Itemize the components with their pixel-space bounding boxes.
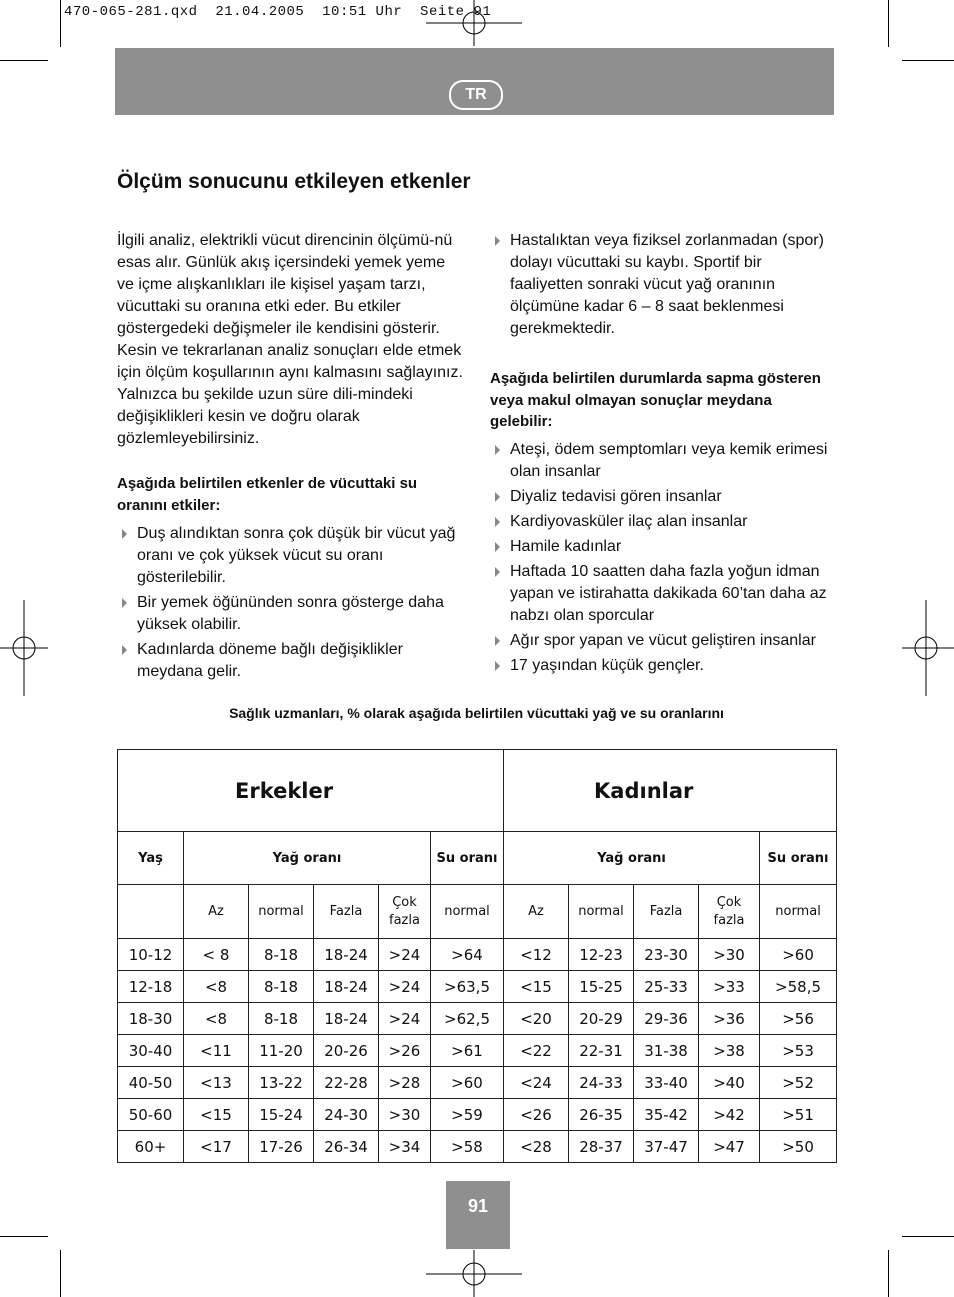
value-cell: < 8	[184, 939, 249, 971]
list-item: Kardiyovasküler ilaç alan insanlar	[490, 511, 836, 533]
subheader-cell: Fazla	[314, 885, 379, 939]
value-cell: <28	[504, 1131, 569, 1163]
value-cell: 26-35	[569, 1099, 634, 1131]
value-cell: >51	[760, 1099, 837, 1131]
list-item: Hastalıktan veya fiziksel zorlanmadan (spor) dolayı vücuttaki su kaybı. Sportif bir faaliyetten sonraki vücut yağ oranının ölçümüne kadar 6 – 8 saat beklenmesi gerekmektedir.	[490, 230, 836, 340]
value-cell: >33	[699, 971, 760, 1003]
men-water-header: Su oranı	[431, 832, 504, 885]
value-cell: >59	[431, 1099, 504, 1131]
right-subheading: Aşağıda belirtilen durumlarda sapma gösteren veya makul olmayan sonuçlar meydana gelebilir:	[490, 370, 821, 430]
right-bullet-list	[490, 439, 836, 677]
table-caption: Sağlık uzmanları, % olarak aşağıda belirtilen vücuttaki yağ ve su oranlarını	[229, 705, 724, 721]
subheader-cell: Az	[504, 885, 569, 939]
value-cell: 20-29	[569, 1003, 634, 1035]
value-cell: <24	[504, 1067, 569, 1099]
value-cell: <15	[184, 1099, 249, 1131]
women-fat-header: Yağ oranı	[504, 832, 760, 885]
value-cell: >47	[699, 1131, 760, 1163]
value-cell: >60	[760, 939, 837, 971]
value-cell: >28	[379, 1067, 431, 1099]
men-header: Erkekler	[118, 750, 504, 832]
value-cell: >30	[379, 1099, 431, 1131]
subheader-cell: Çok fazla	[379, 885, 431, 939]
value-cell: 15-24	[249, 1099, 314, 1131]
value-cell: 24-33	[569, 1067, 634, 1099]
table-row	[118, 939, 837, 971]
value-cell: <8	[184, 1003, 249, 1035]
subheader-cell: normal	[431, 885, 504, 939]
table-row	[118, 1131, 837, 1163]
value-cell: 17-26	[249, 1131, 314, 1163]
value-cell: 29-36	[634, 1003, 699, 1035]
age-cell: 18-30	[118, 1003, 184, 1035]
value-cell: 15-25	[569, 971, 634, 1003]
value-cell: <26	[504, 1099, 569, 1131]
value-cell: 8-18	[249, 1003, 314, 1035]
right-top-bullet-list	[490, 230, 836, 340]
registration-mark-icon	[0, 600, 48, 696]
value-cell: 26-34	[314, 1131, 379, 1163]
subheader-cell: Çok fazla	[699, 885, 760, 939]
value-cell: 33-40	[634, 1067, 699, 1099]
page-number: 91	[446, 1181, 510, 1249]
value-cell: >24	[379, 939, 431, 971]
value-cell: 23-30	[634, 939, 699, 971]
crop-mark	[888, 1250, 889, 1297]
value-cell: >60	[431, 1067, 504, 1099]
value-cell: 24-30	[314, 1099, 379, 1131]
value-cell: 12-23	[569, 939, 634, 971]
value-cell: 28-37	[569, 1131, 634, 1163]
registration-mark-icon	[426, 1250, 522, 1297]
intro-paragraph: İlgili analiz, elektrikli vücut direncinin ölçümü-nü esas alır. Günlük akış içersindeki yemek yeme ve içme alışkanlıkları ile kişisel yaşam tarzı, vücuttaki su oranına etki eder. Bu etkiler göstergedeki değişmeler ile kendisini gösterir. Kesin ve tekrarlanan analiz sonuçları elde etmek için ölçüm koşullarının aynı kalmasını sağlayınız. Yalnızca bu şekilde uzun süre dili-mindeki değişiklikleri kesin ve doğru olarak gözlemleyebilirsiniz.	[117, 232, 463, 447]
value-cell: 18-24	[314, 939, 379, 971]
age-cell: 50-60	[118, 1099, 184, 1131]
list-item: 17 yaşından küçük gençler.	[490, 655, 836, 677]
value-cell: >24	[379, 971, 431, 1003]
age-cell: 12-18	[118, 971, 184, 1003]
body-composition-table	[117, 749, 837, 1163]
registration-mark-icon	[902, 600, 954, 696]
age-cell: 40-50	[118, 1067, 184, 1099]
file-slug: 470-065-281.qxd 21.04.2005 10:51 Uhr Seite 91	[64, 4, 492, 20]
table-row	[118, 1003, 837, 1035]
women-header: Kadınlar	[504, 750, 837, 832]
value-cell: >42	[699, 1099, 760, 1131]
table-body	[118, 939, 837, 1163]
subheader-cell: Fazla	[634, 885, 699, 939]
crop-mark	[0, 1236, 48, 1237]
value-cell: 8-18	[249, 939, 314, 971]
value-cell: >52	[760, 1067, 837, 1099]
value-cell: >64	[431, 939, 504, 971]
list-item: Hamile kadınlar	[490, 536, 836, 558]
value-cell: >40	[699, 1067, 760, 1099]
value-cell: 25-33	[634, 971, 699, 1003]
value-cell: 37-47	[634, 1131, 699, 1163]
value-cell: 13-22	[249, 1067, 314, 1099]
table-row	[118, 1035, 837, 1067]
women-water-header: Su oranı	[760, 832, 837, 885]
value-cell: 18-24	[314, 971, 379, 1003]
subheader-cell: normal	[569, 885, 634, 939]
value-cell: 22-28	[314, 1067, 379, 1099]
value-cell: 22-31	[569, 1035, 634, 1067]
crop-mark	[60, 1250, 61, 1297]
value-cell: <20	[504, 1003, 569, 1035]
value-cell: >62,5	[431, 1003, 504, 1035]
value-cell: >50	[760, 1131, 837, 1163]
value-cell: 8-18	[249, 971, 314, 1003]
list-item: Ateşi, ödem semptomları veya kemik erimesi olan insanlar	[490, 439, 836, 483]
list-item: Haftada 10 saatten daha fazla yoğun idman yapan ve istirahatta dakikada 60’tan daha az nabzı olan sporcular	[490, 561, 836, 627]
page-title: Ölçüm sonucunu etkileyen etkenler	[117, 170, 471, 193]
list-item: Diyaliz tedavisi gören insanlar	[490, 486, 836, 508]
age-cell: 60+	[118, 1131, 184, 1163]
value-cell: <13	[184, 1067, 249, 1099]
crop-mark	[888, 0, 889, 47]
subheader-cell: normal	[760, 885, 837, 939]
value-cell: 20-26	[314, 1035, 379, 1067]
age-subheader-empty	[118, 885, 184, 939]
value-cell: 35-42	[634, 1099, 699, 1131]
language-badge: TR	[449, 80, 503, 110]
value-cell: <8	[184, 971, 249, 1003]
value-cell: <17	[184, 1131, 249, 1163]
subheader-cell: Az	[184, 885, 249, 939]
left-subheading: Aşağıda belirtilen etkenler de vücuttaki su oranını etkiler:	[117, 475, 418, 514]
value-cell: 18-24	[314, 1003, 379, 1035]
value-cell: >34	[379, 1131, 431, 1163]
value-cell: >63,5	[431, 971, 504, 1003]
value-cell: >58	[431, 1131, 504, 1163]
value-cell: >36	[699, 1003, 760, 1035]
left-column	[117, 230, 464, 686]
value-cell: >56	[760, 1003, 837, 1035]
right-column	[490, 230, 836, 680]
table-row	[118, 971, 837, 1003]
value-cell: >38	[699, 1035, 760, 1067]
value-cell: <15	[504, 971, 569, 1003]
crop-mark	[902, 60, 954, 61]
list-item: Bir yemek öğününden sonra gösterge daha yüksek olabilir.	[117, 592, 464, 636]
value-cell: 31-38	[634, 1035, 699, 1067]
crop-mark	[902, 1236, 954, 1237]
value-cell: >30	[699, 939, 760, 971]
value-cell: <12	[504, 939, 569, 971]
crop-mark	[60, 0, 61, 47]
list-item: Duş alındıktan sonra çok düşük bir vücut yağ oranı ve çok yüksek vücut su oranı gösterilebilir.	[117, 523, 464, 589]
left-bullet-list	[117, 523, 464, 683]
age-header: Yaş	[118, 832, 184, 885]
subheader-cell: normal	[249, 885, 314, 939]
crop-mark	[0, 60, 48, 61]
value-cell: >61	[431, 1035, 504, 1067]
age-cell: 10-12	[118, 939, 184, 971]
list-item: Ağır spor yapan ve vücut geliştiren insanlar	[490, 630, 836, 652]
age-cell: 30-40	[118, 1035, 184, 1067]
value-cell: <11	[184, 1035, 249, 1067]
value-cell: >24	[379, 1003, 431, 1035]
value-cell: >53	[760, 1035, 837, 1067]
value-cell: >58,5	[760, 971, 837, 1003]
table-row	[118, 1099, 837, 1131]
value-cell: >26	[379, 1035, 431, 1067]
value-cell: <22	[504, 1035, 569, 1067]
list-item: Kadınlarda döneme bağlı değişiklikler meydana gelir.	[117, 639, 464, 683]
table-row	[118, 1067, 837, 1099]
value-cell: 11-20	[249, 1035, 314, 1067]
men-fat-header: Yağ oranı	[184, 832, 431, 885]
